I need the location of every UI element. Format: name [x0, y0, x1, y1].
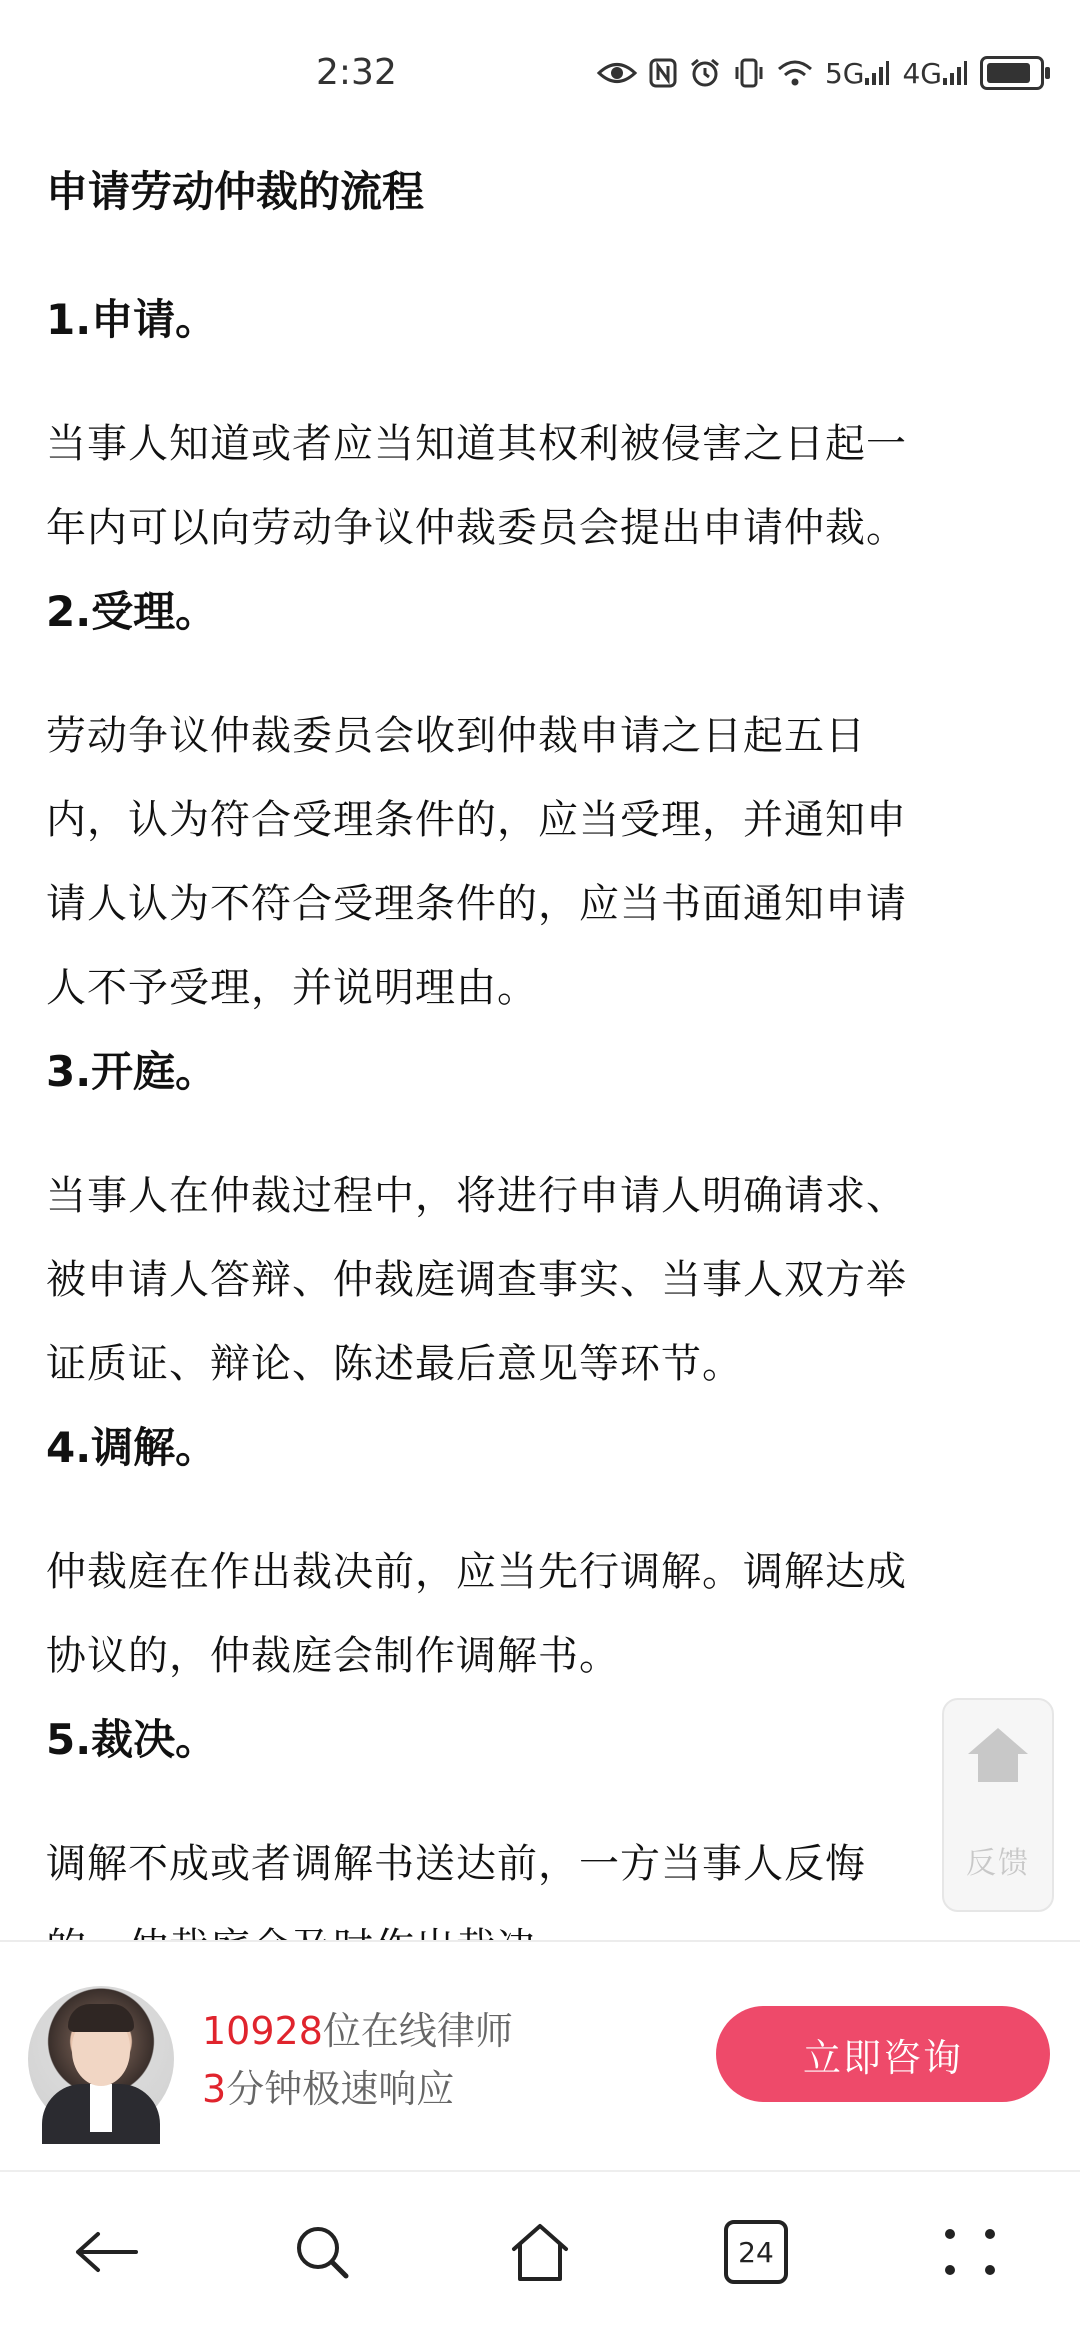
- tabs-icon[interactable]: [716, 2212, 796, 2292]
- status-time: 2:32: [316, 52, 397, 93]
- floating-widget[interactable]: [942, 1698, 1054, 1912]
- home-shortcut-icon[interactable]: [968, 1728, 1028, 1782]
- eye-icon: [597, 60, 637, 86]
- response-time-text: [202, 2058, 454, 2113]
- step-text-3-line-3: 证质证、辩论、陈述最后意见等环节。: [46, 1341, 743, 1387]
- home-icon[interactable]: [500, 2212, 580, 2292]
- response-suffix: 分钟极速响应: [226, 2067, 455, 2111]
- step-text-1-line-1: 当事人知道或者应当知道其权利被侵害之日起一: [46, 421, 907, 467]
- step-heading-1: 1.申请。: [46, 295, 218, 344]
- response-minutes: 3: [202, 2067, 227, 2111]
- signal-5g-icon: [825, 57, 891, 90]
- lawyer-avatar: [28, 1986, 174, 2132]
- step-text-3-line-1: 当事人在仲裁过程中，将进行申请人明确请求、: [46, 1173, 907, 1219]
- lawyer-count: 10928: [202, 2009, 323, 2053]
- article-content: [46, 150, 1046, 1940]
- status-bar: [0, 0, 1080, 150]
- consult-bar: [0, 1940, 1080, 2172]
- status-icons: [597, 56, 1044, 90]
- step-heading-3: 3.开庭。: [46, 1047, 218, 1096]
- step-text-1-line-2: 年内可以向劳动争议仲裁委员会提出申请仲裁。: [46, 505, 907, 551]
- step-heading-5: 5.裁决。: [46, 1715, 218, 1764]
- step-text-2-line-3: 请人认为不符合受理条件的，应当书面通知申请: [46, 881, 907, 927]
- feedback-button[interactable]: 反馈: [966, 1846, 1030, 1881]
- bottom-nav: [0, 2170, 1080, 2342]
- network2-label: 4G: [902, 56, 942, 90]
- lawyer-count-suffix: 位在线律师: [322, 2009, 513, 2053]
- consult-now-button[interactable]: 立即咨询: [716, 2006, 1050, 2102]
- vibrate-icon: [733, 58, 765, 88]
- battery-level: [987, 63, 1030, 83]
- wifi-icon: [777, 59, 813, 87]
- alarm-icon: [689, 57, 721, 89]
- step-text-4-line-2: 协议的，仲裁庭会制作调解书。: [46, 1633, 620, 1679]
- article-title: 申请劳动仲裁的流程: [46, 167, 425, 216]
- step-text-4-line-1: 仲裁庭在作出裁决前，应当先行调解。调解达成: [46, 1549, 907, 1595]
- step-heading-4: 4.调解。: [46, 1423, 218, 1472]
- battery-icon: [980, 56, 1044, 90]
- online-lawyers-text: [202, 2000, 513, 2055]
- step-text-2-line-4: 人不予受理，并说明理由。: [46, 965, 538, 1011]
- step-text-2-line-2: 内，认为符合受理条件的，应当受理，并通知申: [46, 797, 907, 843]
- menu-icon[interactable]: [932, 2212, 1012, 2292]
- step-text-5-line-1: 调解不成或者调解书送达前，一方当事人反悔: [46, 1841, 866, 1887]
- signal-4g-icon: [902, 57, 968, 90]
- tab-count: 24: [724, 2220, 788, 2284]
- network1-label: 5G: [824, 56, 865, 90]
- step-heading-2: 2.受理。: [46, 587, 218, 636]
- step-text-3-line-2: 被申请人答辩、仲裁庭调查事实、当事人双方举: [46, 1257, 907, 1303]
- nfc-icon: [649, 58, 677, 88]
- step-text-2-line-1: 劳动争议仲裁委员会收到仲裁申请之日起五日: [46, 713, 866, 759]
- search-icon[interactable]: [282, 2212, 362, 2292]
- back-arrow-icon[interactable]: [66, 2212, 146, 2292]
